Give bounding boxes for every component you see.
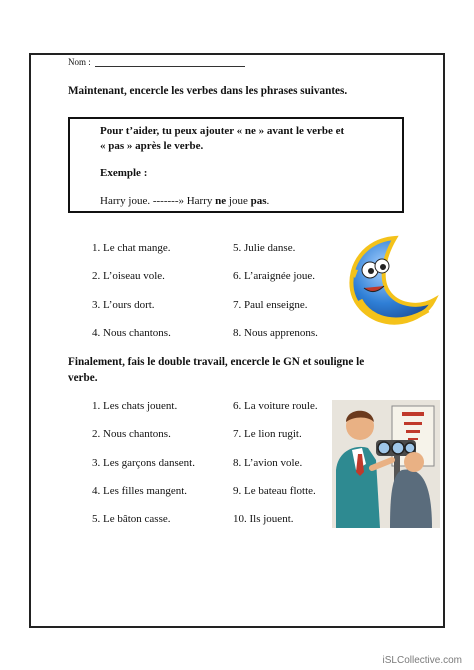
s1-item-8: 8. Nous apprenons. xyxy=(233,327,318,339)
example-label: Exemple : xyxy=(100,167,148,179)
s2-item-7: 7. Le lion rugit. xyxy=(233,428,302,440)
example-end: . xyxy=(266,195,270,207)
name-label: Nom : xyxy=(68,57,91,67)
name-line xyxy=(95,58,245,67)
s1-item-6: 6. L’araignée joue. xyxy=(233,270,316,282)
s2-item-9: 9. Le bateau flotte. xyxy=(233,485,316,497)
s1-item-5: 5. Julie danse. xyxy=(233,242,296,254)
example-pas: pas xyxy=(250,195,267,207)
s1-item-2: 2. L’oiseau vole. xyxy=(92,270,165,282)
section1-instruction: Maintenant, encercle les verbes dans les phrases suivantes. xyxy=(68,85,348,97)
s2-item-5: 5. Le bâton casse. xyxy=(92,513,171,525)
s1-item-7: 7. Paul enseigne. xyxy=(233,299,308,311)
example-ne: ne xyxy=(215,195,227,207)
hint-box xyxy=(68,117,404,213)
s2-item-4: 4. Les filles mangent. xyxy=(92,485,188,497)
s2-item-10: 10. Ils jouent. xyxy=(233,513,294,525)
watermark: iSLCollective.com xyxy=(382,655,462,666)
eye-doctor-illustration xyxy=(332,400,440,528)
s1-item-4: 4. Nous chantons. xyxy=(92,327,171,339)
s2-item-2: 2. Nous chantons. xyxy=(92,428,171,440)
s1-item-3: 3. L’ours dort. xyxy=(92,299,155,311)
s2-item-1: 1. Les chats jouent. xyxy=(92,400,178,412)
section2-instruction-line-2: verbe. xyxy=(68,372,98,384)
example-mid: joue xyxy=(226,195,251,207)
hint-line-1: Pour t’aider, tu peux ajouter « ne » avant le verbe et xyxy=(100,125,345,137)
example-sentence xyxy=(100,195,269,207)
crescent-moon-icon xyxy=(340,230,440,330)
s2-item-3: 3. Les garçons dansent. xyxy=(92,457,195,469)
s1-item-1: 1. Le chat mange. xyxy=(92,242,171,254)
s2-item-6: 6. La voiture roule. xyxy=(233,400,318,412)
section2-instruction-line-1: Finalement, fais le double travail, encercle le GN et souligne le xyxy=(68,356,365,368)
hint-line-2: « pas » après le verbe. xyxy=(100,140,204,152)
example-before: Harry joue. -------» Harry xyxy=(100,195,216,207)
s2-item-8: 8. L’avion vole. xyxy=(233,457,303,469)
name-field[interactable] xyxy=(68,57,245,67)
